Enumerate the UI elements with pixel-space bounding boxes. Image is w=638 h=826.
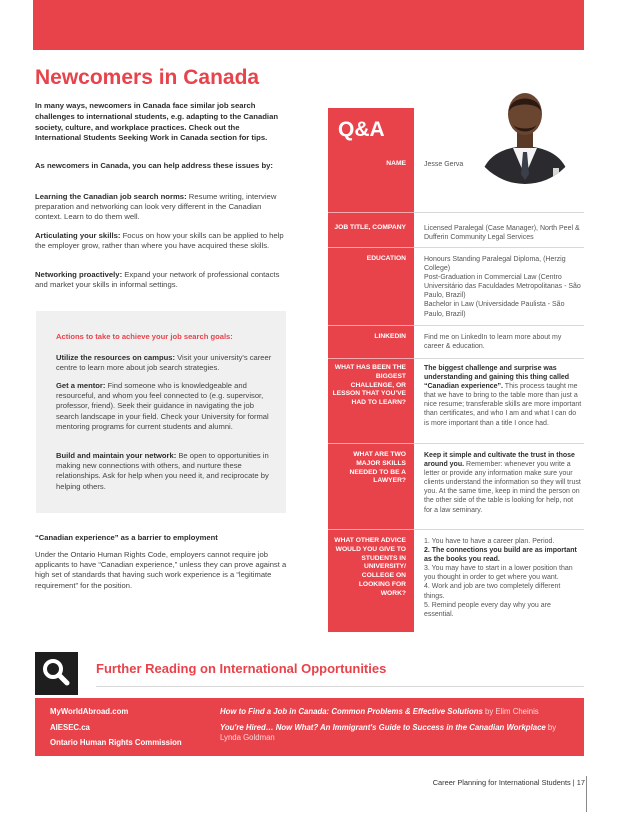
tip-text: Expand your network of professional contacts and market your skills in informal settings. <box>35 270 280 290</box>
qa-question-education: EDUCATION <box>366 255 406 262</box>
action-text: Be open to opportunities in making new connections with others, and nurture these relationships. Ask for help when you need it, and reciprocate by helping others. <box>56 451 269 491</box>
barrier-title: “Canadian experience” as a barrier to employment <box>35 533 218 542</box>
tip-networking <box>35 270 287 290</box>
footer-rule <box>586 776 587 812</box>
answer-highlight: The biggest challenge and surprise was understanding and gaining this thing called “Canadian experience”. <box>424 365 570 391</box>
action-label: Utilize the resources on campus: <box>56 353 176 362</box>
qa-question-linkedin: LINKEDIN <box>374 333 406 340</box>
qa-answer-job: Licensed Paralegal (Case Manager), North Peel & Dufferin Community Legal Services <box>424 225 580 242</box>
action-item <box>56 381 278 432</box>
book-item <box>220 723 575 743</box>
qa-divider <box>414 212 584 213</box>
qa-answer-advice <box>424 537 582 619</box>
magnifier-icon <box>35 652 78 695</box>
tip-text: Resume writing, interview preparation and networking can look very different in the Canadian context. Learn to do them well. <box>35 192 277 222</box>
qa-divider <box>328 358 414 359</box>
tip-norms <box>35 192 287 223</box>
action-label: Build and maintain your network: <box>56 451 177 460</box>
qa-title: Q&A <box>338 118 385 141</box>
qa-question-job: JOB TITLE, COMPANY <box>334 224 406 231</box>
further-reading-title: Further Reading on International Opportunities <box>96 661 387 676</box>
qa-question-advice: WHAT OTHER ADVICE WOULD YOU GIVE TO STUDENTS IN UNIVERSITY/ COLLEGE ON LOOKING FOR WORK? <box>334 537 406 597</box>
qa-answer-linkedin: Find me on LinkedIn to learn more about my career & education. <box>424 334 562 351</box>
qa-divider <box>414 443 584 444</box>
qa-question-challenge: WHAT HAS BEEN THE BIGGEST CHALLENGE, OR LESSON THAT YOU'VE HAD TO LEARN? <box>332 364 406 407</box>
qa-divider <box>328 212 414 213</box>
advice-item: 4. Work and job are two completely different things. <box>424 583 561 600</box>
book-title: You're Hired… Now What? An Immigrant's Guide to Success in the Canadian Workplace <box>220 723 546 732</box>
qa-divider <box>328 529 414 530</box>
qa-question-name: NAME <box>386 160 406 167</box>
header-banner <box>33 0 584 50</box>
qa-divider <box>328 443 414 444</box>
qa-divider <box>328 325 414 326</box>
qa-answer-skills <box>424 451 582 515</box>
page-title: Newcomers in Canada <box>35 66 260 89</box>
actions-title: Actions to take to achieve your job search goals: <box>56 332 233 341</box>
link-aiesec[interactable]: AIESEC.ca <box>50 723 90 732</box>
qa-divider <box>414 529 584 530</box>
action-item <box>56 451 278 492</box>
tip-skills <box>35 231 287 251</box>
search-badge <box>35 652 78 695</box>
intro-paragraph: In many ways, newcomers in Canada face similar job search challenges to international students, e.g. adapting to the Canadian society, culture, and workplace practices. Check out the International Students Seeking Work in Canada section for tips. <box>35 101 279 143</box>
link-ohrc[interactable]: Ontario Human Rights Commission <box>50 738 182 747</box>
book-title: How to Find a Job in Canada: Common Problems & Effective Solutions <box>220 707 483 716</box>
barrier-text: Under the Ontario Human Rights Code, employers cannot require job applicants to have “Canadian experience,” unless they can prove against a high set of standards that having such work experience is a “legitimate requirement” for the position. <box>35 550 287 590</box>
link-myworldabroad[interactable]: MyWorldAbroad.com <box>50 707 129 716</box>
advice-item: 1. You have to have a career plan. Period. <box>424 538 555 545</box>
qa-answer-challenge <box>424 364 582 428</box>
action-label: Get a mentor: <box>56 381 106 390</box>
lead-text: As newcomers in Canada, you can help address these issues by: <box>35 161 273 170</box>
tip-label: Articulating your skills: <box>35 231 121 240</box>
tip-text: Focus on how your skills can be applied to help the employer grow, rather than where you have acquired these skills. <box>35 231 284 251</box>
action-text: Visit your university's career centre to learn more about job search strategies. <box>56 353 272 373</box>
qa-answer-name: Jesse Gerva <box>424 161 464 168</box>
book-author: by Elim Cheinis <box>482 707 539 716</box>
book-item <box>220 707 575 717</box>
page-footer: Career Planning for International Students | 17 <box>432 778 585 787</box>
further-reading-rule <box>96 686 584 687</box>
qa-question-skills: WHAT ARE TWO MAJOR SKILLS NEEDED TO BE A LAWYER? <box>349 451 406 485</box>
advice-item: 3. You may have to start in a lower position than you thought in order to get where you want. <box>424 565 573 582</box>
advice-item: 5. Remind people every day why you are essential. <box>424 601 551 618</box>
action-text: Find someone who is knowledgeable and resourceful, and whom you feel connected to (e.g. supervisor, professor, friend). Seek their guidance in navigating the job search landscape in your field. Check your University for formal mentoring programs for current students and alumni. <box>56 381 269 431</box>
tip-label: Learning the Canadian job search norms: <box>35 192 187 201</box>
advice-item: 2. The connections you build are as important as the books you read. <box>424 547 577 564</box>
qa-answer-education: Honours Standing Paralegal Diploma, (Herzig College) Post-Graduation in Commercial Law (Centro Universitário das Faculdades Metropolitanas - São Paulo, Brazil) Bachelor in Law (Universidade Paulista - São Paulo, Brazil) <box>424 256 581 318</box>
answer-text: This process taught me that we have to bring to the table more than just a nice resume; transferable skills are more important than certificates, and who I am and what I can do is more important than a title I once had. <box>424 383 582 427</box>
further-reading-box <box>35 698 584 756</box>
qa-divider <box>328 247 414 248</box>
action-item <box>56 353 278 373</box>
actions-box <box>36 311 286 513</box>
book-author: by Lynda Goldman <box>220 723 557 742</box>
qa-divider <box>414 358 584 359</box>
tip-label: Networking proactively: <box>35 270 123 279</box>
answer-text: Remember: whenever you write a letter or provide any information make sure your clients understand the information so they will trust you. At the same time, keep in mind the person on the other side of the table is looking for help, not for a law seminary. <box>424 461 581 514</box>
qa-divider <box>414 247 584 248</box>
answer-highlight: Keep it simple and cultivate the trust in those around you. <box>424 452 575 469</box>
qa-divider <box>414 325 584 326</box>
